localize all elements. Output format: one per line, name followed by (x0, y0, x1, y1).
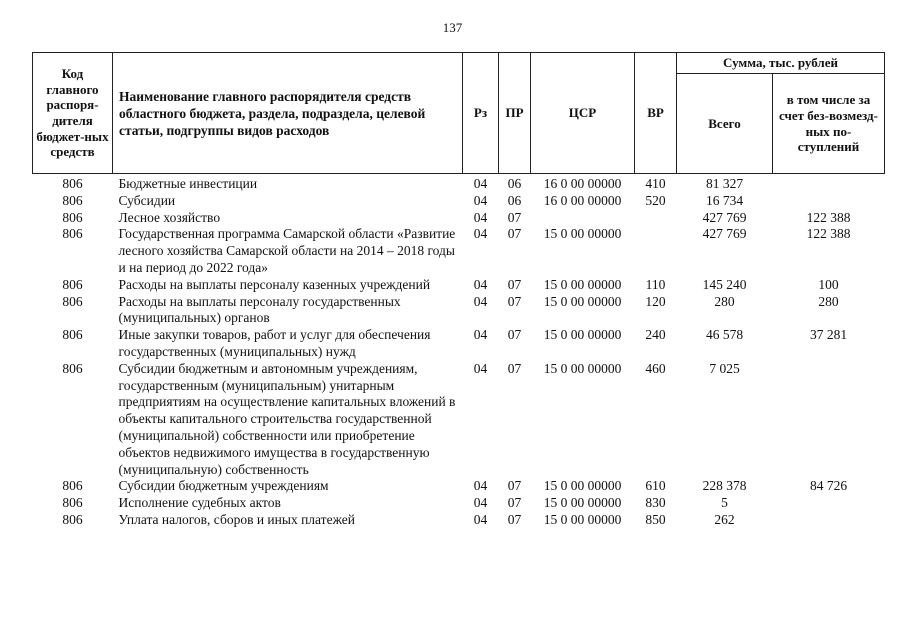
cell-pr: 07 (507, 360, 522, 376)
header-code: Код главного распоря-дителя бюджет-ных средств (33, 53, 113, 174)
cell-vr: 830 (645, 495, 666, 511)
cell-pr: 06 (507, 192, 522, 208)
header-bezv: в том числе за счет без-возмезд-ных по-ступлений (773, 74, 885, 174)
cell-bezv: 84 726 (809, 478, 848, 494)
cell-code: 806 (62, 360, 83, 376)
cell-name: Уплата налогов, сборов и иных платежей (118, 511, 355, 527)
cell-name: Иные закупки товаров, работ и услуг для обеспечения государственных (муниципальных) нужд (118, 327, 431, 359)
cell-vr (635, 226, 677, 276)
header-csr: ЦСР (531, 53, 635, 174)
cell-bezv (773, 174, 885, 193)
table-row (33, 478, 885, 495)
table-row (33, 512, 885, 529)
cell-rz: 04 (473, 192, 488, 208)
cell-csr: 15 0 00 00000 (543, 293, 622, 309)
cell-bezv: 280 (818, 293, 839, 309)
cell-vr: 460 (645, 360, 666, 376)
cell-pr: 06 (507, 176, 522, 191)
cell-bezv (773, 193, 885, 210)
table-row (33, 327, 885, 361)
cell-code: 806 (62, 293, 83, 309)
cell-rz: 04 (473, 276, 488, 292)
cell-bezv: 37 281 (809, 327, 848, 343)
table-row (33, 495, 885, 512)
cell-pr: 07 (507, 478, 522, 494)
cell-vr: 240 (645, 327, 666, 343)
table-row (33, 193, 885, 210)
header-name: Наименование главного распорядителя средств областного бюджета, раздела, подраздела, целевой статьи, подгруппы видов расходов (113, 53, 463, 174)
cell-vr: 610 (645, 478, 666, 494)
cell-csr: 15 0 00 00000 (543, 495, 622, 511)
cell-total: 280 (714, 293, 735, 309)
page-number: 137 (442, 20, 463, 35)
cell-csr: 16 0 00 00000 (543, 192, 622, 208)
table-row (33, 294, 885, 328)
cell-total: 16 734 (705, 192, 744, 208)
cell-name: Расходы на выплаты персоналу казенных учреждений (118, 276, 431, 292)
cell-bezv: 122 388 (806, 226, 851, 242)
table-row (33, 174, 885, 193)
cell-pr: 07 (507, 293, 522, 309)
cell-code: 806 (62, 226, 83, 242)
cell-name: Лесное хозяйство (118, 209, 221, 225)
cell-rz: 04 (473, 293, 488, 309)
cell-csr: 15 0 00 00000 (543, 327, 622, 343)
cell-bezv (773, 512, 885, 529)
cell-pr: 07 (507, 327, 522, 343)
cell-pr: 07 (507, 209, 522, 225)
cell-bezv (773, 361, 885, 479)
cell-csr: 15 0 00 00000 (543, 276, 622, 292)
cell-csr: 15 0 00 00000 (543, 360, 622, 376)
cell-name: Бюджетные инвестиции (118, 176, 258, 191)
cell-pr: 07 (507, 226, 522, 242)
cell-total: 427 769 (702, 209, 747, 225)
table-row (33, 277, 885, 294)
cell-vr (635, 210, 677, 227)
table-row (33, 210, 885, 227)
cell-bezv: 122 388 (806, 209, 851, 225)
cell-total: 262 (714, 511, 735, 527)
cell-name: Государственная программа Самарской области «Развитие лесного хозяйства Самарской области на 2014 – 2018 годы и на период до 2022 года» (118, 226, 456, 275)
cell-name: Субсидии (118, 192, 176, 208)
cell-code: 806 (62, 192, 83, 208)
table-header (33, 53, 885, 174)
cell-csr (531, 210, 635, 227)
cell-pr: 07 (507, 495, 522, 511)
header-vr: ВР (635, 53, 677, 174)
cell-bezv (773, 495, 885, 512)
cell-csr: 15 0 00 00000 (543, 511, 622, 527)
cell-name: Субсидии бюджетным учреждениям (118, 478, 329, 494)
cell-code: 806 (62, 276, 83, 292)
cell-rz: 04 (473, 360, 488, 376)
budget-table (32, 52, 885, 529)
cell-rz: 04 (473, 209, 488, 225)
cell-rz: 04 (473, 511, 488, 527)
cell-total: 145 240 (702, 276, 747, 292)
cell-total: 81 327 (705, 176, 744, 191)
cell-rz: 04 (473, 478, 488, 494)
cell-pr: 07 (507, 511, 522, 527)
cell-total: 228 378 (702, 478, 747, 494)
cell-code: 806 (62, 176, 83, 191)
cell-rz: 04 (473, 226, 488, 242)
cell-code: 806 (62, 209, 83, 225)
cell-bezv: 100 (818, 276, 839, 292)
cell-vr: 120 (645, 293, 666, 309)
cell-vr: 110 (645, 276, 666, 292)
cell-name: Исполнение судебных актов (118, 495, 281, 511)
cell-name: Расходы на выплаты персоналу государственных (муниципальных) органов (118, 293, 401, 326)
header-sum: Сумма, тыс. рублей (677, 53, 885, 74)
cell-rz: 04 (473, 327, 488, 343)
header-rz: Рз (463, 53, 499, 174)
cell-total: 7 025 (709, 360, 740, 376)
cell-code: 806 (62, 327, 83, 343)
cell-code: 806 (62, 478, 83, 494)
cell-total: 5 (721, 495, 728, 511)
cell-csr: 16 0 00 00000 (543, 176, 622, 191)
table-row (33, 226, 885, 276)
cell-csr: 15 0 00 00000 (543, 478, 622, 494)
header-pr: ПР (499, 53, 531, 174)
cell-code: 806 (62, 511, 83, 527)
cell-total: 46 578 (705, 327, 744, 343)
header-total: Всего (677, 74, 773, 174)
cell-vr: 410 (645, 176, 666, 191)
cell-pr: 07 (507, 276, 522, 292)
cell-vr: 850 (645, 511, 666, 527)
cell-csr: 15 0 00 00000 (543, 226, 622, 242)
cell-rz: 04 (473, 495, 488, 511)
cell-vr: 520 (645, 192, 666, 208)
cell-code: 806 (62, 495, 83, 511)
cell-rz: 04 (473, 176, 488, 191)
table-row (33, 361, 885, 479)
cell-total: 427 769 (702, 226, 747, 242)
cell-name: Субсидии бюджетным и автономным учреждениям, государственным (муниципальным) унитарным предприятиям на осуществление капитальных вложений в объекты капитального строительства государственной (муниципальной) собственности или приобретение объектов недвижимого имущества в государственную (муниципальную) собственность (118, 360, 456, 477)
